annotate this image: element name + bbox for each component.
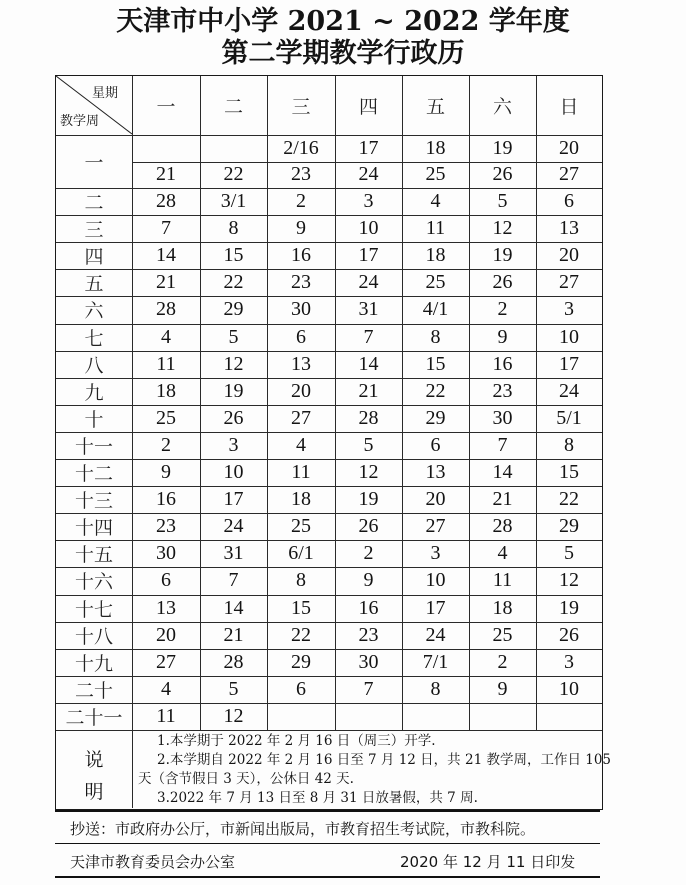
date-cell: 31 bbox=[358, 298, 379, 321]
date-cell: 11 bbox=[492, 569, 513, 592]
date-cell: 5 bbox=[564, 542, 574, 565]
week-label: 八 bbox=[84, 354, 104, 377]
date-cell: 17 bbox=[559, 352, 579, 375]
date-cell: 16 bbox=[492, 352, 513, 375]
date-cell bbox=[536, 703, 602, 730]
footer-rule-middle bbox=[55, 843, 600, 844]
date-cell: 3 bbox=[363, 190, 374, 213]
date-cell: 2 bbox=[363, 542, 374, 565]
cc-list: 抄送：市政府办公厅，市新闻出版局，市教育招生考试院，市教科院。 bbox=[70, 820, 536, 838]
date-cell: 26 bbox=[223, 406, 244, 429]
date-cell: 8 bbox=[430, 325, 441, 348]
date-cell: 22 bbox=[223, 163, 244, 186]
document-title-line2: 第二学期教学行政历 bbox=[221, 38, 465, 69]
date-cell: 2 bbox=[497, 298, 508, 321]
date-cell: 25 bbox=[291, 515, 311, 538]
date-cell: 7 bbox=[363, 325, 374, 348]
note-line-4: 3.2022 年 7 月 13 日至 8 月 31 日放暑假，共 7 周. bbox=[157, 790, 478, 806]
date-cell: 12 bbox=[223, 352, 244, 375]
date-cell: 16 bbox=[358, 596, 379, 619]
notes-label-char1: 说 bbox=[84, 749, 104, 771]
date-cell: 29 bbox=[223, 298, 244, 321]
day-header: 一 bbox=[156, 96, 176, 118]
date-cell: 16 bbox=[156, 488, 176, 511]
date-cell bbox=[267, 703, 335, 730]
corner-label-week: 教学周 bbox=[60, 114, 100, 129]
date-cell: 2 bbox=[161, 433, 171, 456]
date-cell: 25 bbox=[425, 163, 446, 186]
date-cell: 11 bbox=[291, 461, 311, 484]
week-label: 十 bbox=[84, 408, 104, 431]
date-cell: 6 bbox=[161, 569, 171, 592]
date-cell: 26 bbox=[559, 623, 579, 646]
date-cell: 23 bbox=[156, 515, 176, 538]
date-cell: 3 bbox=[564, 650, 574, 673]
date-cell: 20 bbox=[425, 488, 446, 511]
date-cell: 31 bbox=[223, 542, 244, 565]
date-cell: 15 bbox=[291, 596, 311, 619]
date-cell: 28 bbox=[156, 298, 176, 321]
date-cell: 5 bbox=[363, 433, 374, 456]
footer-rule-top bbox=[55, 810, 600, 812]
date-cell: 25 bbox=[425, 271, 446, 294]
row-divider bbox=[56, 730, 602, 731]
date-cell: 17 bbox=[358, 136, 379, 159]
date-cell: 4/1 bbox=[422, 298, 449, 321]
date-cell: 5 bbox=[228, 325, 239, 348]
date-cell: 6 bbox=[296, 325, 306, 348]
document-title-line1: 天津市中小学 2021 ~ 2022 学年度 bbox=[116, 6, 570, 37]
week-label: 十三 bbox=[74, 490, 113, 513]
week-label: 十一 bbox=[74, 435, 113, 458]
date-cell: 10 bbox=[358, 217, 379, 240]
week-label: 六 bbox=[84, 300, 104, 323]
week-label: 十四 bbox=[74, 517, 113, 540]
week-label: 五 bbox=[84, 273, 104, 296]
date-cell: 13 bbox=[291, 352, 311, 375]
date-cell: 24 bbox=[358, 163, 379, 186]
date-cell: 8 bbox=[228, 217, 239, 240]
date-cell: 21 bbox=[156, 271, 176, 294]
date-cell: 10 bbox=[559, 677, 579, 700]
note-line-3: 天（含节假日 3 天），公休日 42 天. bbox=[138, 771, 354, 787]
week-label: 十九 bbox=[74, 652, 113, 675]
week-label: 二 bbox=[84, 192, 104, 215]
date-cell: 14 bbox=[358, 352, 379, 375]
date-cell: 13 bbox=[559, 217, 579, 240]
date-cell: 30 bbox=[358, 650, 379, 673]
note-line-1: 1.本学期于 2022 年 2 月 16 日（周三）开学. bbox=[157, 733, 436, 749]
date-cell: 20 bbox=[559, 244, 579, 267]
date-cell bbox=[469, 703, 536, 730]
date-cell bbox=[402, 703, 469, 730]
date-cell: 22 bbox=[559, 488, 579, 511]
date-cell: 12 bbox=[223, 704, 244, 727]
date-cell: 30 bbox=[492, 406, 513, 429]
date-cell: 16 bbox=[291, 244, 311, 267]
date-cell: 22 bbox=[425, 379, 446, 402]
date-cell: 27 bbox=[291, 406, 311, 429]
date-cell: 4 bbox=[161, 677, 171, 700]
date-cell: 21 bbox=[156, 163, 176, 186]
date-cell: 24 bbox=[358, 271, 379, 294]
date-cell: 14 bbox=[156, 244, 176, 267]
date-cell: 24 bbox=[223, 515, 244, 538]
date-cell: 9 bbox=[497, 325, 508, 348]
date-cell: 6/1 bbox=[288, 542, 314, 565]
date-cell: 18 bbox=[156, 379, 176, 402]
date-cell: 12 bbox=[559, 569, 579, 592]
notes-label bbox=[56, 744, 132, 808]
date-cell: 17 bbox=[223, 488, 244, 511]
date-cell: 27 bbox=[425, 515, 446, 538]
date-cell: 19 bbox=[559, 596, 579, 619]
date-cell: 6 bbox=[564, 190, 574, 213]
week-label: 四 bbox=[84, 246, 104, 269]
date-cell: 3 bbox=[430, 542, 441, 565]
date-cell: 3 bbox=[228, 433, 239, 456]
note-line-2: 2.本学期自 2022 年 2 月 16 日至 7 月 12 日，共 21 教学周，工作日 105 bbox=[157, 752, 612, 768]
date-cell: 8 bbox=[564, 433, 574, 456]
date-cell: 8 bbox=[430, 677, 441, 700]
date-cell: 21 bbox=[492, 488, 513, 511]
date-cell: 20 bbox=[156, 623, 176, 646]
date-cell: 15 bbox=[425, 352, 446, 375]
date-cell: 18 bbox=[492, 596, 513, 619]
date-cell: 29 bbox=[425, 406, 446, 429]
date-cell: 8 bbox=[296, 569, 306, 592]
date-cell: 23 bbox=[291, 163, 311, 186]
date-cell: 11 bbox=[425, 217, 446, 240]
day-header: 日 bbox=[559, 96, 579, 118]
date-cell: 19 bbox=[492, 136, 513, 159]
date-cell: 17 bbox=[358, 244, 379, 267]
corner-label-weekday: 星期 bbox=[92, 86, 119, 101]
date-cell: 14 bbox=[223, 596, 244, 619]
date-cell: 3 bbox=[564, 298, 574, 321]
date-cell: 5 bbox=[228, 677, 239, 700]
date-cell: 7 bbox=[161, 217, 171, 240]
date-cell: 12 bbox=[358, 461, 379, 484]
date-cell: 23 bbox=[358, 623, 379, 646]
date-cell: 7 bbox=[497, 433, 508, 456]
day-header: 四 bbox=[358, 96, 378, 118]
date-cell: 7 bbox=[363, 677, 374, 700]
date-cell: 2 bbox=[497, 650, 508, 673]
date-cell: 9 bbox=[296, 217, 306, 240]
date-cell: 28 bbox=[492, 515, 513, 538]
issuer-name: 天津市教育委员会办公室 bbox=[70, 853, 236, 871]
date-cell: 26 bbox=[492, 163, 513, 186]
date-cell: 13 bbox=[425, 461, 446, 484]
week-label: 三 bbox=[84, 219, 104, 242]
date-cell: 27 bbox=[559, 271, 579, 294]
date-cell: 26 bbox=[358, 515, 379, 538]
week-label: 十七 bbox=[74, 598, 113, 621]
date-cell: 20 bbox=[291, 379, 311, 402]
footer-rule-bottom bbox=[55, 876, 600, 878]
date-cell: 9 bbox=[497, 677, 508, 700]
week-label: 十五 bbox=[74, 544, 113, 567]
date-cell: 10 bbox=[223, 461, 244, 484]
date-cell: 7/1 bbox=[422, 650, 449, 673]
week-label: 七 bbox=[84, 327, 104, 350]
week-label: 十二 bbox=[74, 463, 113, 486]
date-cell: 22 bbox=[223, 271, 244, 294]
date-cell: 18 bbox=[425, 244, 446, 267]
date-cell bbox=[200, 135, 267, 162]
date-cell: 5/1 bbox=[556, 406, 582, 429]
date-cell: 23 bbox=[492, 379, 513, 402]
date-cell: 18 bbox=[291, 488, 311, 511]
date-cell: 4 bbox=[430, 190, 441, 213]
date-cell: 19 bbox=[358, 488, 379, 511]
date-cell: 29 bbox=[559, 515, 579, 538]
date-cell: 28 bbox=[223, 650, 244, 673]
date-cell: 27 bbox=[156, 650, 176, 673]
date-cell: 4 bbox=[296, 433, 306, 456]
date-cell: 13 bbox=[156, 596, 176, 619]
date-cell: 28 bbox=[156, 190, 176, 213]
notes-divider bbox=[132, 730, 133, 808]
date-cell: 25 bbox=[492, 623, 513, 646]
date-cell: 12 bbox=[492, 217, 513, 240]
date-cell: 11 bbox=[156, 352, 176, 375]
notes-label-char2: 明 bbox=[84, 781, 104, 803]
date-cell: 26 bbox=[492, 271, 513, 294]
date-cell: 22 bbox=[291, 623, 311, 646]
week-label: 二十一 bbox=[65, 706, 123, 729]
date-cell: 18 bbox=[425, 136, 446, 159]
week-label: 一 bbox=[84, 152, 104, 174]
day-header: 二 bbox=[223, 96, 243, 118]
date-cell: 4 bbox=[161, 325, 171, 348]
week-label: 九 bbox=[84, 381, 104, 404]
date-cell: 15 bbox=[559, 461, 579, 484]
date-cell: 28 bbox=[358, 406, 379, 429]
date-cell: 25 bbox=[156, 406, 176, 429]
date-cell: 21 bbox=[358, 379, 379, 402]
date-cell: 27 bbox=[559, 163, 579, 186]
date-cell: 4 bbox=[497, 542, 508, 565]
date-cell: 10 bbox=[559, 325, 579, 348]
date-cell: 6 bbox=[430, 433, 441, 456]
date-cell: 20 bbox=[559, 136, 579, 159]
date-cell: 9 bbox=[161, 461, 171, 484]
date-cell: 2/16 bbox=[283, 136, 319, 159]
date-cell: 15 bbox=[223, 244, 244, 267]
day-header: 五 bbox=[425, 96, 445, 118]
issue-date: 2020 年 12 月 11 日印发 bbox=[400, 853, 576, 871]
date-cell: 19 bbox=[223, 379, 244, 402]
date-cell: 3/1 bbox=[220, 190, 247, 213]
date-cell: 14 bbox=[492, 461, 513, 484]
date-cell: 29 bbox=[291, 650, 311, 673]
date-cell bbox=[335, 703, 402, 730]
date-cell: 17 bbox=[425, 596, 446, 619]
date-cell: 24 bbox=[559, 379, 579, 402]
date-cell: 23 bbox=[291, 271, 311, 294]
day-header: 六 bbox=[492, 96, 512, 118]
calendar-table bbox=[55, 75, 612, 810]
date-cell bbox=[132, 135, 200, 162]
date-cell: 19 bbox=[492, 244, 513, 267]
date-cell: 6 bbox=[296, 677, 306, 700]
date-cell: 21 bbox=[223, 623, 244, 646]
week-label: 十八 bbox=[74, 625, 113, 648]
week-label: 二十 bbox=[74, 679, 113, 702]
date-cell: 2 bbox=[296, 190, 306, 213]
date-cell: 11 bbox=[156, 704, 176, 727]
day-header: 三 bbox=[291, 96, 311, 118]
date-cell: 10 bbox=[425, 569, 446, 592]
date-cell: 24 bbox=[425, 623, 446, 646]
date-cell: 9 bbox=[363, 569, 374, 592]
date-cell: 30 bbox=[156, 542, 176, 565]
date-cell: 5 bbox=[497, 190, 508, 213]
date-cell: 7 bbox=[228, 569, 239, 592]
date-cell: 30 bbox=[291, 298, 311, 321]
week-label: 十六 bbox=[74, 571, 113, 594]
